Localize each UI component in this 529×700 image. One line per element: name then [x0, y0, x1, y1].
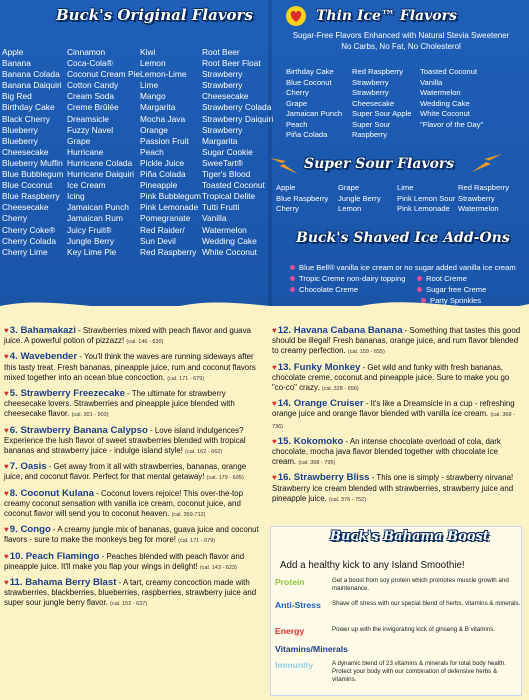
flavor-item: Cherry: [286, 88, 309, 97]
flavor-item: Blue Bubblegum: [2, 169, 64, 180]
thin-ice-subtitle-2: No Carbs, No Fat, No Cholesterol: [341, 42, 461, 51]
flavor-item: Big Red: [2, 91, 32, 102]
heart-icon: ♥: [272, 326, 277, 335]
flavor-item: Birthday Cake: [2, 102, 55, 113]
calorie-range: (cal. 376 - 752): [329, 496, 367, 503]
flavor-item: Peach: [140, 146, 164, 157]
flavor-item: Pickle Juice: [140, 157, 185, 168]
addon-item: Blue Bell® vanilla ice cream or no sugar added vanilla ice cream: [290, 262, 516, 273]
smoothie-name: Strawberry Bliss: [293, 472, 370, 484]
flavor-item: White Coconut: [202, 246, 257, 257]
lightning-bolt-icon: [270, 154, 300, 176]
flavor-item: Apple: [2, 47, 24, 57]
flavor-item: Red Raspberry: [140, 246, 197, 257]
smoothie-name: Bahama Berry Blast: [25, 577, 117, 589]
flavor-item: Passion Fruit: [140, 135, 189, 146]
flavor-item: Super Sour Apple: [352, 109, 412, 118]
smoothie-item: [272, 473, 524, 505]
flavor-item: Red Raspberry: [352, 67, 404, 76]
thin-ice-col-2: [352, 67, 412, 141]
smoothies-left-column: [4, 326, 262, 615]
boost-label: Protein: [275, 577, 305, 587]
smoothie-item: [272, 437, 524, 469]
flavor-item: Apple: [276, 183, 296, 192]
addon-item: Chocolate Creme Sugar free Creme: [290, 284, 516, 295]
boost-text: Get a boost from soy protein which promotes muscle growth and maintenance.: [332, 577, 509, 592]
flavor-item: Ice Cream: [67, 180, 106, 191]
smoothie-name: Kokomoko: [293, 435, 344, 447]
smoothie-item: [4, 426, 262, 458]
super-sour-col-4: [458, 183, 509, 215]
flavor-item: Vanilla: [202, 213, 227, 224]
flavor-item: Cheesecake: [2, 202, 49, 213]
flavor-item: Hurricane Daiquiri: [67, 169, 135, 180]
smoothie-item: [4, 525, 262, 546]
flavor-item: Pineapple: [140, 180, 178, 191]
super-sour-col-2: [338, 183, 381, 215]
smoothie-number: 10.: [9, 550, 24, 562]
smoothie-number: 11.: [9, 577, 23, 589]
smoothie-item: [4, 326, 262, 347]
flavor-item: Root Beer: [202, 47, 240, 57]
flavor-item: Key Lime Pie: [67, 246, 117, 257]
flavor-item: Cherry: [2, 213, 28, 224]
bullet-dot-icon: [290, 276, 295, 281]
original-flavors-title: Buck's Original Flavors: [56, 6, 253, 24]
smoothie-item: [272, 363, 524, 395]
boost-label: Anti-Stress: [275, 600, 321, 610]
smoothie-title: [10, 488, 94, 499]
flavor-item: Pink Bubblegum: [140, 191, 201, 202]
flavor-item: Blue Raspberry: [2, 191, 60, 202]
flavor-item: Tropical Delite: [202, 191, 256, 202]
smoothie-title: [10, 551, 100, 562]
flavor-item: Cinnamon: [67, 47, 106, 57]
flavor-item: Cheesecake: [352, 98, 395, 108]
heart-icon: ♥: [4, 352, 9, 362]
smoothie-title: [10, 388, 125, 399]
smoothie-number: 5.: [9, 388, 18, 400]
flavor-item: Blue Coconut: [2, 180, 53, 191]
calorie-range: (cal. 171 - 679): [178, 538, 216, 545]
smoothie-name: Havana Cabana Banana: [293, 325, 403, 336]
smoothie-name: Funky Monkey: [293, 361, 361, 373]
boost-row-energy: [275, 626, 521, 636]
smoothie-title: [10, 577, 117, 588]
flavor-item: Blueberry Muffin: [2, 157, 63, 168]
super-sour-col-1: [276, 183, 328, 215]
smoothie-description: - Get away from it all with strawberries, bananas, orange juice, and coconut flavor. Perfect for that mental getaway!: [4, 462, 247, 482]
heart-icon: ♥: [4, 425, 9, 435]
flavor-item: Jungle Berry: [338, 193, 381, 203]
flavor-item: Jamaican Rum: [67, 213, 123, 224]
flavor-item: Creme Brûlée: [67, 102, 119, 113]
flavor-item: Blue Raspberry: [276, 193, 329, 203]
smoothie-name: Congo: [20, 524, 51, 536]
flavor-item: Margarita: [140, 102, 176, 113]
smoothie-description: - The ultimate for strawberry cheesecake lovers. Strawberries and pineapple juice blended with cheesecake flavor.: [4, 389, 235, 419]
flavor-item: Hurricane Colada: [67, 157, 133, 168]
smoothie-description: - Get wild and funky with fresh bananas, chocolate creme, coconut and pineapple juice. Sure to make you go "co-co" crazy.: [272, 362, 510, 393]
flavor-item: Strawberry Daiquiri: [202, 113, 274, 124]
flavor-item: Red Raspberry: [458, 183, 510, 192]
flavor-item: Wedding Cake: [202, 235, 257, 246]
smoothie-number: 9.: [9, 524, 18, 536]
flavor-item: Strawberry: [352, 77, 389, 87]
thin-ice-col-1: [286, 67, 342, 141]
heart-icon: ♥: [4, 389, 9, 399]
flavor-item: Piña Colada: [140, 169, 186, 180]
flavor-item: Orange: [140, 124, 168, 135]
boost-label: Immunity: [275, 660, 314, 670]
smoothie-title: [10, 351, 77, 362]
flavor-item: Coca-Cola®: [67, 58, 113, 69]
calorie-range: (cal. 301 - 903): [71, 412, 109, 419]
flavor-item: Cherry Lime: [2, 246, 48, 257]
flavor-item: Strawberry: [352, 88, 389, 97]
flavor-item: Red Raider/: [140, 224, 185, 235]
flavor-item: Birthday Cake: [286, 67, 334, 76]
smoothie-name: Strawberry Banana Calypso: [20, 424, 148, 436]
flavor-item: Grape: [67, 135, 91, 146]
smoothie-number: 6.: [9, 424, 18, 436]
flavor-item: Icing: [67, 191, 85, 202]
smoothie-number: 7.: [9, 461, 18, 473]
heart-icon: [285, 6, 307, 26]
boost-row-immunity: [275, 660, 521, 684]
addon-item: Tropic Creme non-dairy topping Root Creme: [290, 273, 516, 284]
addons-list: [290, 262, 516, 306]
smoothies-right-column: [272, 326, 524, 510]
flavor-item: Jungle Berry: [67, 235, 115, 246]
boost-row-anti-stress: [275, 600, 521, 610]
smoothie-description: - An intense chocolate overload of cola, dark chocolate, mocha java flavor blended together with chocolate ice cream.: [272, 436, 501, 467]
heart-icon: ♥: [272, 473, 277, 483]
lightning-bolt-icon: [470, 152, 502, 174]
flavor-item: Juicy Fruit®: [67, 224, 112, 235]
flavor-item: Toasted Coconut: [202, 180, 265, 191]
smoothie-item: [4, 352, 262, 384]
flavor-item: Mocha Java: [140, 113, 186, 124]
calorie-range: (cal. 146 - 630): [126, 339, 164, 346]
addons-title: Buck's Shaved Ice Add-Ons: [296, 230, 510, 246]
smoothie-description: - Coconut lovers rejoice! This over-the-top creamy coconut sensation with vanilla ice cream, coconut juice, and coconut flavor will send you to coconut heaven.: [4, 488, 243, 519]
flavor-item: Strawberry: [202, 69, 243, 80]
flavor-item: Banana: [2, 58, 31, 69]
flavor-item: Kiwi: [140, 47, 156, 57]
calorie-range: (cal. 162 - 662): [185, 449, 223, 456]
smoothie-item: [4, 578, 262, 610]
smoothie-description: - A creamy jungle mix of bananas, guava juice and coconut flavors - sure to make the monkeys beg for more!: [4, 525, 259, 545]
flavor-item: Tutti Frutti: [202, 202, 240, 213]
flavor-item: Root Beer Float: [202, 58, 261, 69]
smoothie-name: Orange Cruiser: [293, 398, 364, 410]
flavor-item: Cherry: [276, 204, 299, 213]
flavor-item: Cream Soda: [67, 91, 115, 102]
flavor-item: [420, 130, 483, 141]
original-col-2: [67, 47, 140, 258]
calorie-range: (cal. 143 - 623): [199, 564, 237, 571]
original-col-1: [2, 47, 63, 258]
heart-icon: ♥: [4, 326, 9, 335]
flavor-item: Strawberry: [458, 193, 495, 203]
calorie-range: (cal. 368 - 736): [272, 412, 515, 430]
calorie-range: (cal. 328 - 656): [321, 386, 359, 393]
bullet-dot-icon: [417, 276, 422, 281]
bullet-dot-icon: [290, 265, 295, 270]
thin-ice-title: Thin Ice™ Flavors: [316, 8, 457, 24]
boost-label-vitamins: Vitamins/Minerals: [275, 644, 348, 654]
smoothie-number: 14.: [277, 398, 292, 410]
flavor-item: Super Sour: [352, 119, 391, 129]
heart-icon: ♥: [4, 488, 9, 498]
heart-icon: ♥: [4, 462, 9, 472]
flavor-item: Pomegranate: [140, 213, 191, 224]
smoothie-description: - Love island indulgences? Experience the lush flavor of sweet strawberries blended with tropical bananas and strawberry juice - indulge island style!: [4, 425, 246, 456]
smoothie-name: Coconut Kulana: [20, 487, 94, 499]
flavor-item: Wedding Cake: [420, 98, 470, 108]
flavor-item: Tiger's Blood: [202, 169, 251, 180]
smoothie-item: [272, 326, 524, 358]
flavor-item: Grape: [338, 183, 360, 192]
smoothie-name: Wavebender: [20, 351, 78, 363]
smoothie-item: [4, 552, 262, 573]
boost-text: A dynamic blend of 23 vitamins & minerals for total body health. Protect your body with our combination of defensive herbs & vitamins.: [332, 660, 507, 683]
calorie-range: (cal. 152 - 637): [110, 601, 148, 608]
smoothie-description: - Strawberries mixed with peach flavor and guava juice. A powerful potion of pizzazz!: [4, 326, 251, 346]
flavor-item: Pink Lemon Sour: [397, 193, 456, 203]
flavor-item: Dreamsicle: [67, 113, 109, 124]
heart-icon: ♥: [4, 578, 9, 588]
boost-label: Energy: [275, 626, 305, 636]
calorie-range: (cal. 179 - 695): [206, 475, 244, 482]
flavor-item: Pink Lemonade: [397, 204, 450, 213]
flavor-item: Grape: [286, 98, 308, 108]
flavor-item: Vanilla: [420, 77, 443, 87]
smoothie-number: 16.: [277, 472, 292, 484]
flavor-item: Cheesecake: [2, 146, 49, 157]
smoothie-number: 4.: [9, 351, 18, 363]
flavor-item: Sun Devil: [140, 235, 176, 246]
smoothie-description: - You'll think the waves are running sideways after this tasty treat. Fresh bananas, pineapple juice, rum and coconut flavors mixed together into an ocean blue concoction.: [4, 352, 256, 382]
flavor-item: Pink Lemonade: [140, 202, 199, 213]
flavor-item: Peach: [286, 119, 308, 129]
smoothie-name: Peach Flamingo: [25, 550, 100, 562]
flavor-item: Blueberry: [2, 124, 38, 135]
flavor-item: Lemon: [140, 58, 166, 69]
flavor-item: Sugar Cookie: [202, 146, 253, 157]
bullet-dot-icon: [421, 298, 426, 303]
calorie-range: (cal. 398 - 795): [298, 460, 336, 467]
smoothie-name: Strawberry Freezecake: [20, 388, 125, 400]
flavor-item: Lime: [140, 80, 159, 91]
flavor-item: Strawberry Colada: [202, 102, 272, 113]
flavor-item: Cotton Candy: [67, 80, 119, 91]
heart-icon: ♥: [272, 436, 277, 446]
original-col-3: [140, 47, 201, 258]
addon-item: Party Sprinkles: [290, 295, 516, 306]
flavor-item: Cheesecake: [202, 91, 249, 102]
flavor-item: Strawberry: [202, 124, 243, 135]
smoothie-name: Bahamakazi: [20, 325, 76, 336]
smoothie-number: 13.: [277, 361, 292, 373]
smoothie-description: - Peaches blended with peach flavor and pineapple juice. It'll make you flap your wings in delight!: [4, 551, 245, 571]
heart-icon: ♥: [272, 362, 277, 372]
flavor-item: Cherry Colada: [2, 235, 56, 246]
flavor-item: Hurricane: [67, 146, 104, 157]
flavor-item: Black Cherry: [2, 113, 50, 124]
super-sour-title: Super Sour Flavors: [304, 156, 455, 172]
smoothie-item: [4, 489, 262, 521]
smoothie-item: [4, 462, 262, 483]
thin-ice-subtitle-1: Sugar-Free Flavors Enhanced with Natural Stevia Sweetener: [292, 31, 510, 40]
smoothie-title: [10, 425, 148, 436]
flavor-item: Mango: [140, 91, 166, 102]
boost-text: Power up with the invigorating kick of ginseng & B vitamins.: [332, 626, 496, 633]
flavor-item: Watermelon: [458, 204, 499, 213]
smoothie-title: [10, 325, 76, 336]
smoothie-title: [278, 436, 344, 447]
thin-ice-col-3: [420, 67, 483, 141]
flavor-item: Piña Colada: [286, 130, 328, 139]
calorie-range: (cal. 171 - 679): [167, 375, 205, 382]
calorie-range: (cal. 159 - 655): [347, 349, 385, 356]
flavor-item: "Flavor of the Day": [420, 119, 484, 129]
smoothie-description: - It's like a Dreamsicle in a cup - refreshing orange juice and orange flavor blended with vanilla ice cream.: [272, 399, 515, 419]
bullet-dot-icon: [417, 287, 422, 292]
original-col-4: [202, 47, 273, 258]
heart-icon: ♥: [272, 399, 277, 409]
flavor-item: Cherry Coke®: [2, 224, 56, 235]
smoothie-description: - A tart, creamy concoction made with strawberries, blackberries, blueberries, raspberries, strawberry juice and super sour jungle berry flavor.: [4, 578, 257, 608]
flavor-item: Lemon: [338, 204, 362, 213]
flavor-item: Jamaican Punch: [67, 202, 129, 213]
flavor-item: Toasted Coconut: [420, 67, 477, 76]
calorie-range: (cal. 359-712): [171, 512, 206, 519]
smoothie-title: [278, 362, 361, 373]
smoothie-item: [4, 389, 262, 421]
heart-icon: ♥: [4, 525, 9, 535]
flavor-item: Raspberry: [352, 130, 388, 139]
flavor-item: Fuzzy Navel: [67, 124, 114, 135]
bullet-dot-icon: [290, 287, 295, 292]
flavor-item: Banana Daiquiri: [2, 80, 62, 91]
boost-text: Shave off stress with our special blend of herbs, vitamins & minerals.: [332, 600, 521, 607]
flavor-item: Banana Colada: [2, 69, 60, 80]
smoothie-description: - This one is simply - strawberry nirvana! Strawberry ice cream blended with strawberries, strawberry juice and pineapple juice.: [272, 473, 514, 503]
flavor-item: Strawberry: [202, 80, 243, 91]
flavor-item: Lime: [397, 183, 414, 192]
heart-icon: ♥: [4, 551, 9, 561]
smoothie-item: [272, 399, 524, 432]
smoothie-description: - Something that tastes this good should be illegal! Fresh bananas, orange juice, and rum flavor blended to creamy perfection.: [272, 326, 521, 356]
flavor-item: Watermelon: [202, 224, 247, 235]
flavor-item: Blueberry: [2, 135, 38, 146]
flavor-item: Watermelon: [420, 88, 461, 97]
flavor-item: Blue Coconut: [286, 77, 332, 87]
flavor-item: White Coconut: [420, 109, 470, 118]
flavor-item: Margarita: [202, 135, 238, 146]
bahama-boost-subtitle: Add a healthy kick to any Island Smoothie!: [280, 560, 465, 571]
flavor-item: Coconut Cream Pie: [67, 69, 141, 80]
flavor-item: SweeTart®: [202, 157, 244, 168]
smoothie-number: 12.: [277, 325, 292, 336]
smoothie-title: [278, 398, 364, 409]
super-sour-col-3: [397, 183, 455, 215]
bahama-boost-title: Buck's Bahama Boost: [330, 529, 489, 544]
smoothie-title: [278, 472, 370, 483]
smoothie-number: 3.: [9, 325, 18, 336]
flavor-item: Jamaican Punch: [286, 109, 343, 118]
smoothie-number: 15.: [277, 435, 292, 447]
smoothie-name: Oasis: [20, 461, 47, 473]
smoothie-title: [10, 524, 51, 535]
smoothie-title: [278, 325, 403, 336]
flavor-item: Lemon-Lime: [140, 69, 187, 80]
smoothie-title: [10, 461, 47, 472]
smoothie-number: 8.: [9, 487, 18, 499]
boost-row-protein: [275, 577, 521, 593]
